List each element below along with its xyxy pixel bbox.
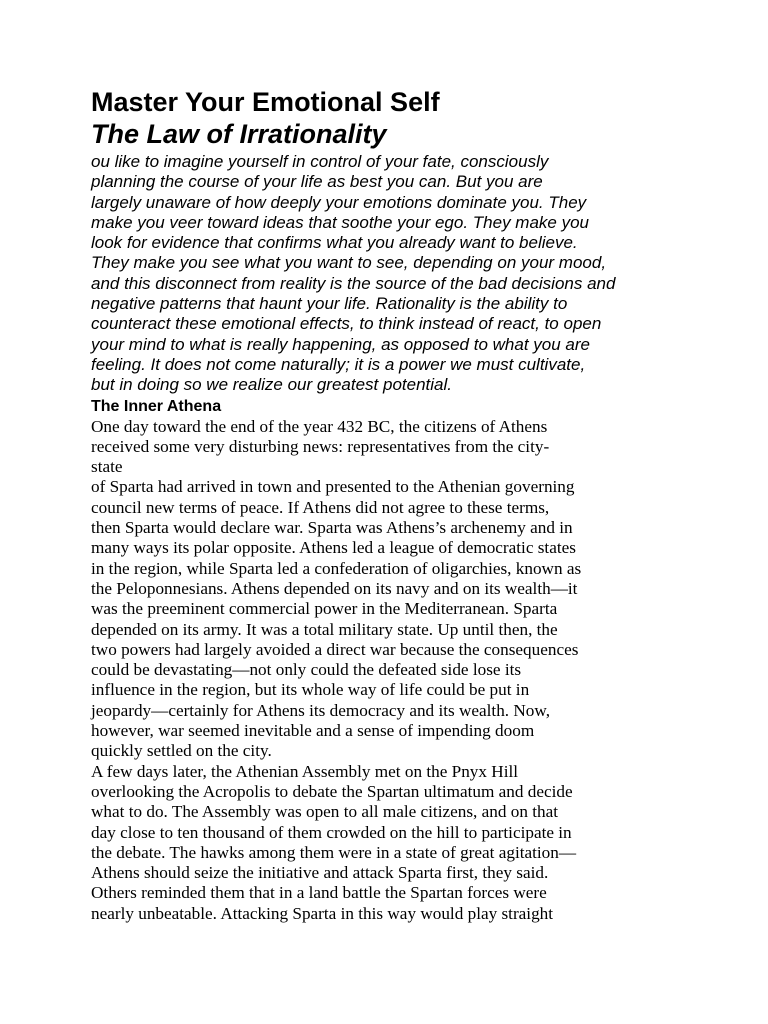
body-line: of Sparta had arrived in town and presented to the Athenian governing [91, 477, 575, 497]
intro-line: ou like to imagine yourself in control of your fate, consciously [91, 152, 549, 171]
body-line: influence in the region, but its whole way of life could be put in [91, 680, 530, 700]
body-line: was the preeminent commercial power in the Mediterranean. Sparta [91, 599, 558, 619]
body-line: many ways its polar opposite. Athens led a league of democratic states [91, 538, 576, 558]
intro-line: planning the course of your life as best you can. But you are [91, 172, 543, 192]
intro-line: look for evidence that confirms what you already want to believe. [91, 233, 578, 253]
body-line: Others reminded them that in a land battle the Spartan forces were [91, 883, 547, 903]
body-line: received some very disturbing news: representatives from the city- [91, 436, 550, 456]
section-heading: The Inner Athena [91, 397, 222, 415]
intro-paragraph [91, 152, 691, 396]
body-line: quickly settled on the city. [91, 741, 272, 761]
body-line: what to do. The Assembly was open to all male citizens, and on that [91, 802, 558, 822]
body-line: state [91, 457, 123, 477]
body-line: day close to ten thousand of them crowded on the hill to participate in [91, 822, 572, 842]
body-line: the Peloponnesians. Athens depended on its navy and on its wealth—it [91, 578, 578, 598]
body-line: One day toward the end of the year 432 BC, the citizens of Athens [91, 416, 548, 436]
chapter-title: Master Your Emotional Self [91, 87, 440, 117]
body-line: in the region, while Sparta led a confederation of oligarchies, known as [91, 558, 582, 578]
page-content [91, 86, 691, 924]
intro-line: and this disconnect from reality is the source of the bad decisions and [91, 273, 616, 293]
intro-line: largely unaware of how deeply your emotions dominate you. They [91, 192, 587, 212]
body-line: A few days later, the Athenian Assembly met on the Pnyx Hill [91, 761, 519, 781]
body-line: council new terms of peace. If Athens did not agree to these terms, [91, 497, 550, 517]
intro-line: make you veer toward ideas that soothe your ego. They make you [91, 212, 589, 232]
chapter-subtitle: The Law of Irrationality [91, 119, 387, 149]
body-line: overlooking the Acropolis to debate the Spartan ultimatum and decide [91, 781, 573, 801]
body-line: then Sparta would declare war. Sparta was Athens’s archenemy and in [91, 518, 573, 538]
intro-line: your mind to what is really happening, as opposed to what you are [91, 334, 590, 354]
intro-line: but in doing so we realize our greatest potential. [91, 375, 453, 395]
body-line: could be devastating—not only could the defeated side lose its [91, 660, 522, 680]
body-line: two powers had largely avoided a direct war because the consequences [91, 639, 579, 659]
body-line: depended on its army. It was a total military state. Up until then, the [91, 619, 558, 639]
body-text [91, 417, 691, 924]
intro-line: negative patterns that haunt your life. Rationality is the ability to [91, 294, 568, 314]
body-line: however, war seemed inevitable and a sense of impending doom [91, 721, 535, 741]
body-line: Athens should seize the initiative and attack Sparta first, they said. [91, 863, 549, 883]
intro-line: They make you see what you want to see, depending on your mood, [91, 253, 607, 273]
intro-line: feeling. It does not come naturally; it is a power we must cultivate, [91, 354, 586, 374]
body-line: nearly unbeatable. Attacking Sparta in this way would play straight [91, 903, 554, 923]
body-line: the debate. The hawks among them were in a state of great agitation— [91, 842, 577, 862]
intro-line: counteract these emotional effects, to think instead of react, to open [91, 314, 602, 334]
body-line: jeopardy—certainly for Athens its democracy and its wealth. Now, [91, 700, 550, 720]
